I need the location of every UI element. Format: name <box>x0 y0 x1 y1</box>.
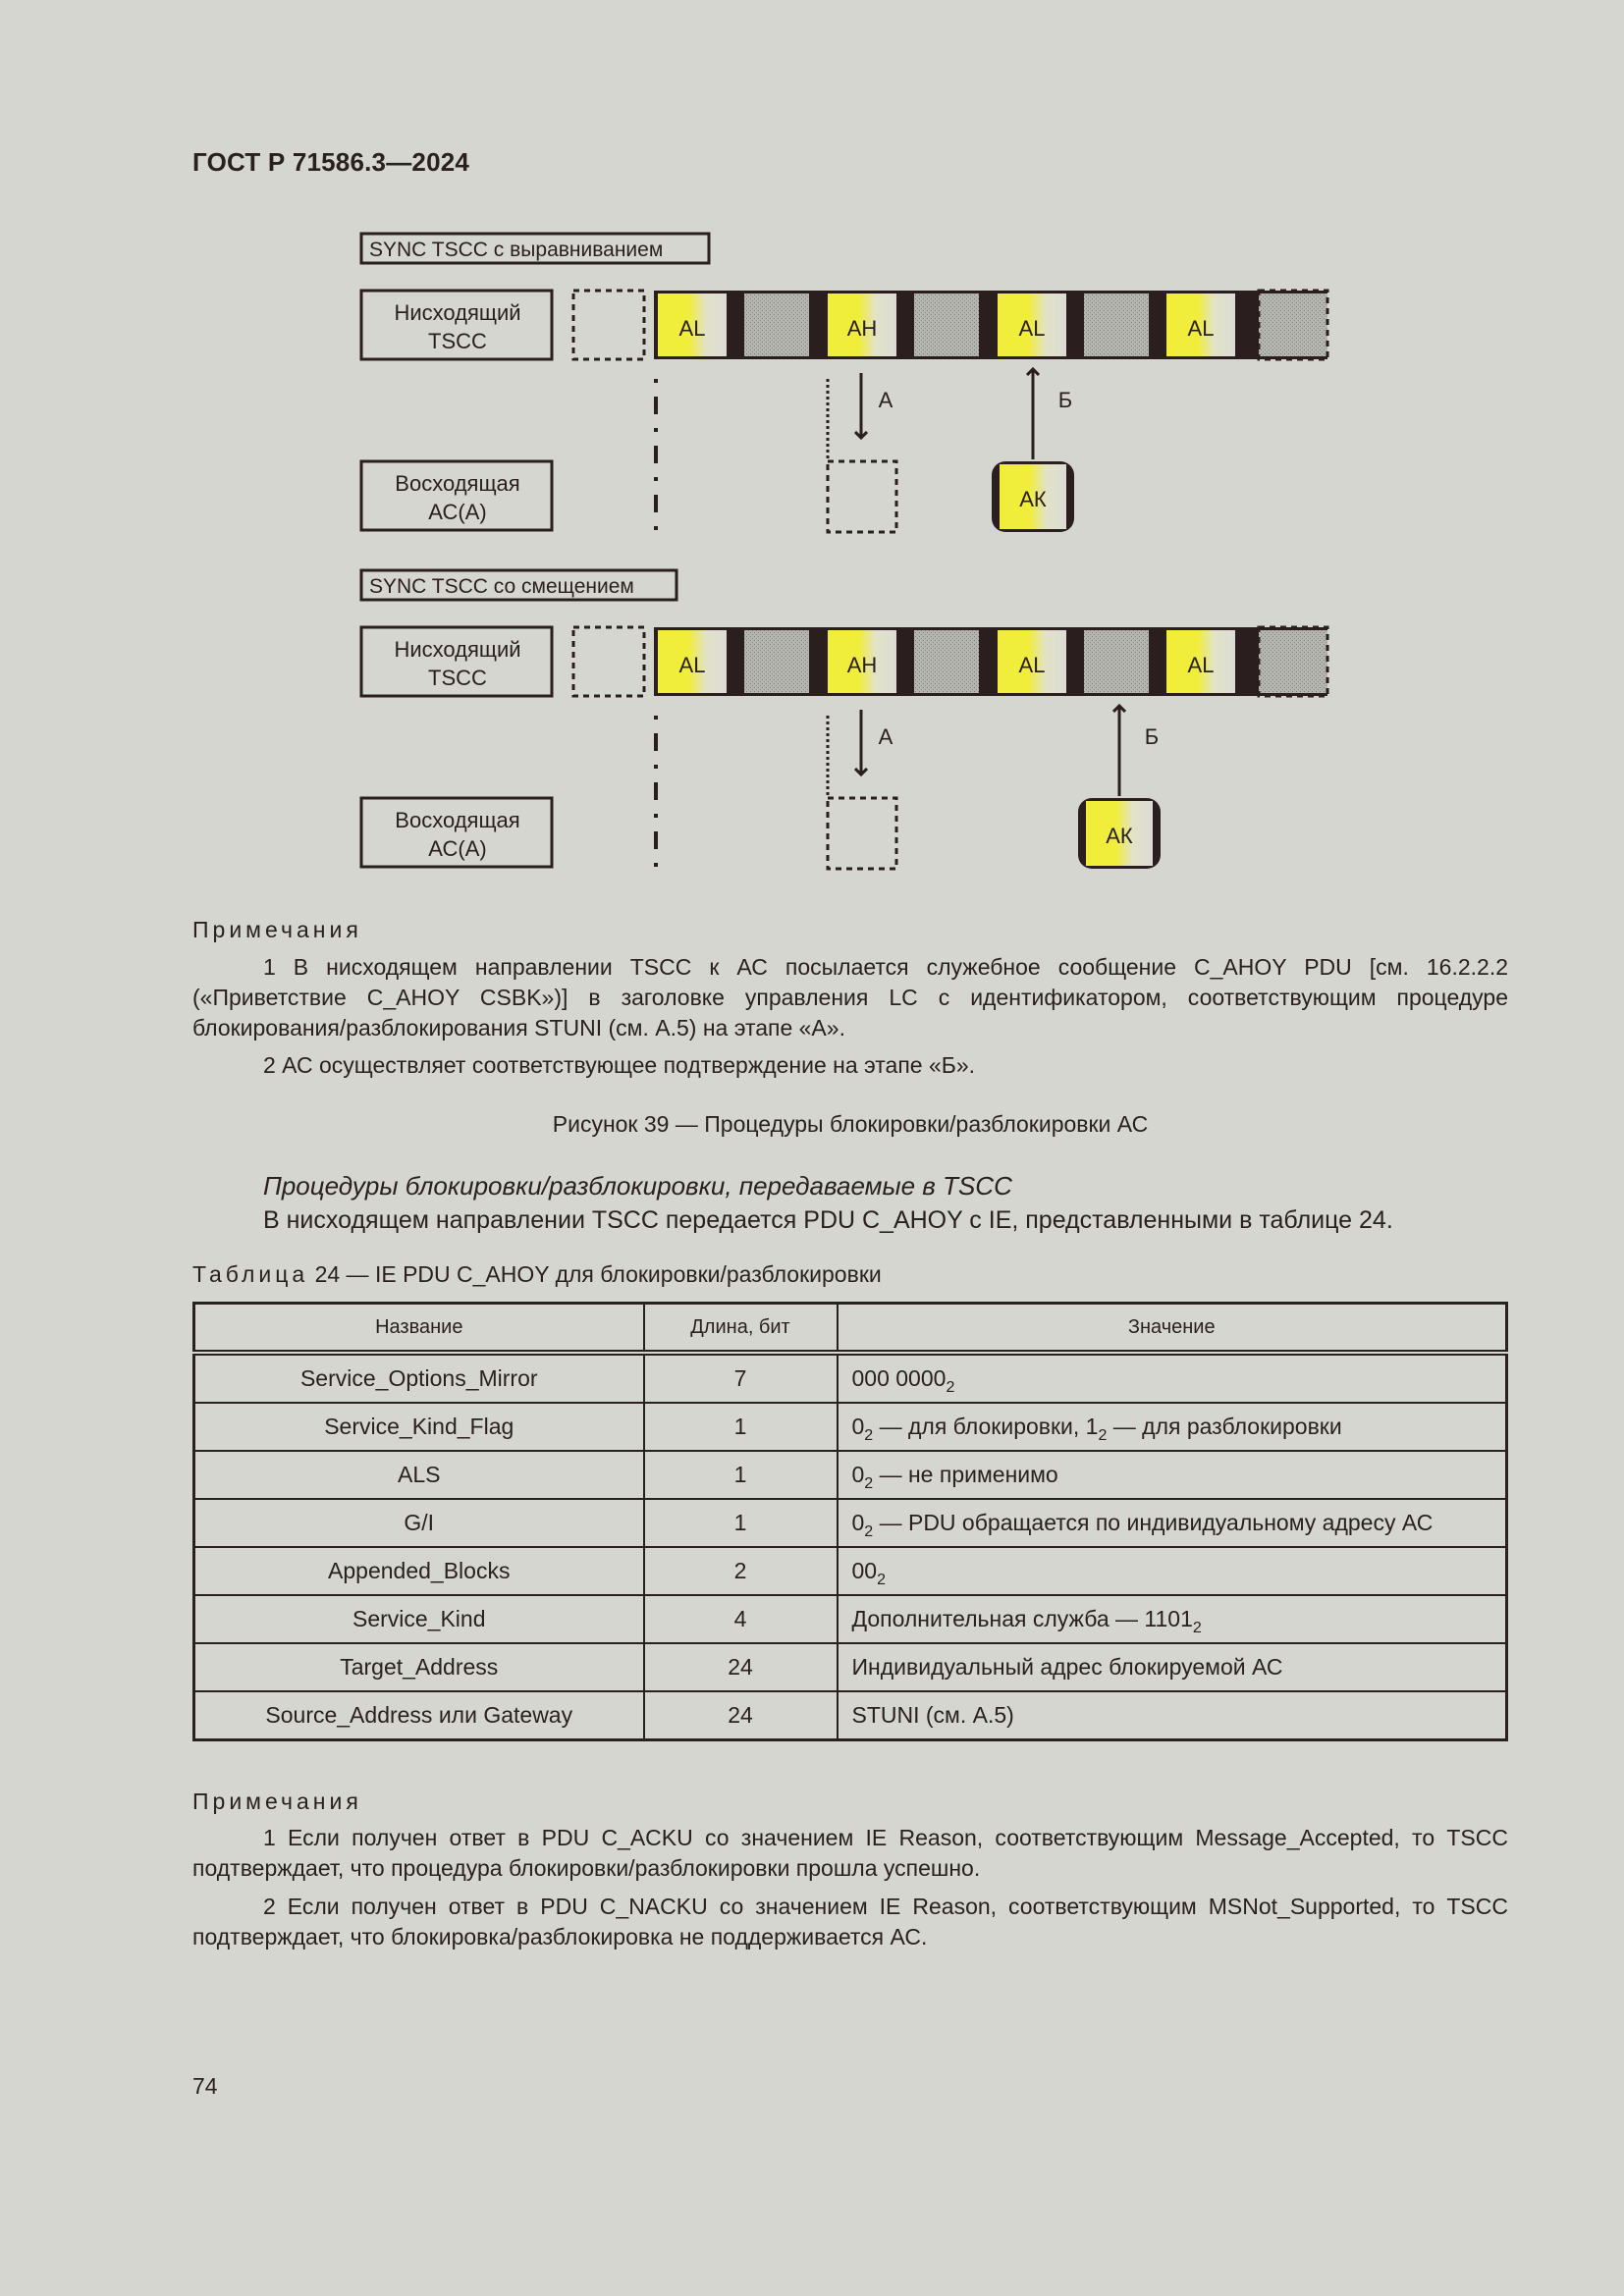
idle-slot <box>1084 630 1149 693</box>
slot-label: AL <box>1187 316 1215 341</box>
cell-name: Target_Address <box>194 1643 644 1691</box>
col-header-length: Длина, бит <box>644 1304 838 1354</box>
uplink-label: Восходящая <box>395 808 520 832</box>
idle-slot <box>744 294 809 356</box>
cell-length: 4 <box>644 1595 838 1643</box>
downlink-label: Нисходящий <box>394 300 521 325</box>
table-row <box>194 1595 1507 1643</box>
cell-length: 7 <box>644 1353 838 1403</box>
cell-name: G/I <box>194 1499 644 1547</box>
downlink-label: Нисходящий <box>394 637 521 662</box>
figure-caption: Рисунок 39 — Процедуры блокировки/разблокировки АС <box>552 1111 1149 1137</box>
uplink-label: Восходящая <box>395 471 520 496</box>
table-caption-text: 24 — IE PDU C_AHOY для блокировки/разблокировки <box>314 1261 882 1287</box>
cell-name: Source_Address или Gateway <box>194 1691 644 1740</box>
cell-length: 1 <box>644 1403 838 1451</box>
slot-label: AL <box>1018 316 1046 341</box>
timing-diagram <box>0 0 1624 903</box>
subheading: Процедуры блокировки/разблокировки, передаваемые в TSCC <box>263 1171 1012 1201</box>
cell-value: Дополнительная служба — $1101_2$ <box>838 1595 1507 1643</box>
empty-slot <box>573 291 644 359</box>
col-header-name: Название <box>194 1304 644 1354</box>
arrow-b-label: Б <box>1144 724 1160 749</box>
idle-slot <box>914 294 979 356</box>
uplink-label: АС(А) <box>428 836 487 861</box>
slot-label: AH <box>846 653 878 677</box>
cell-length: 1 <box>644 1499 838 1547</box>
cell-name: Service_Kind_Flag <box>194 1403 644 1451</box>
slot-label: AL <box>678 316 706 341</box>
idle-slot <box>1259 294 1327 356</box>
notes2-item-2: 2 Если получен ответ в PDU C_NACKU со значением IE Reason, соответствующим MSNot_Supported, то TSCC подтверждает, что блокировка/разблокировка не поддерживается АС. <box>192 1894 1508 1949</box>
cell-value: $00_2$ <box>838 1547 1507 1595</box>
slot-label: AH <box>846 316 878 341</box>
section-title: SYNC TSCC с выравниванием <box>369 239 664 261</box>
arrow-a-label: А <box>878 724 893 749</box>
slot-label: AL <box>1018 653 1046 677</box>
cell-value: $0_2$ — PDU обращается по индивидуальному адресу АС <box>838 1499 1507 1547</box>
ie-table <box>192 1302 1508 1741</box>
page-number: 74 <box>192 2073 218 2099</box>
table-row <box>194 1403 1507 1451</box>
slot-label: AL <box>1187 653 1215 677</box>
table-caption-prefix: Таблица <box>192 1261 309 1287</box>
cell-name: Service_Options_Mirror <box>194 1353 644 1403</box>
empty-uplink-slot <box>828 461 896 532</box>
cell-length: 1 <box>644 1451 838 1499</box>
document-header: ГОСТ Р 71586.3—2024 <box>192 147 470 177</box>
cell-value: 000 $0000_2$ <box>838 1353 1507 1403</box>
table-header-row <box>194 1304 1507 1354</box>
uplink-label: АС(А) <box>428 500 487 524</box>
cell-value: $0_2$ — не применимо <box>838 1451 1507 1499</box>
idle-slot <box>744 630 809 693</box>
cell-value: Индивидуальный адрес блокируемой АС <box>838 1643 1507 1691</box>
cell-length: 24 <box>644 1643 838 1691</box>
table-row <box>194 1547 1507 1595</box>
cell-name: Service_Kind <box>194 1595 644 1643</box>
cell-value: $0_2$ — для блокировки, $1_2$ — для разблокировки <box>838 1403 1507 1451</box>
downlink-label: TSCC <box>428 329 487 353</box>
notes1-item-2: 2 АС осуществляет соответствующее подтверждение на этапе «Б». <box>263 1052 976 1078</box>
cell-name: ALS <box>194 1451 644 1499</box>
section-title: SYNC TSCC со смещением <box>369 575 634 598</box>
empty-uplink-slot <box>828 798 896 869</box>
idle-slot <box>914 630 979 693</box>
notes2-item-1: 1 Если получен ответ в PDU C_ACKU со значением IE Reason, соответствующим Message_Accepted, то TSCC подтверждает, что процедура блокировки/разблокировки прошла успешно. <box>192 1825 1508 1881</box>
ack-label: АК <box>1106 824 1133 848</box>
table-row <box>194 1691 1507 1740</box>
empty-slot <box>573 627 644 696</box>
notes1-title: Примечания <box>192 917 362 942</box>
table-caption <box>192 1259 1508 1290</box>
col-header-value: Значение <box>838 1304 1507 1354</box>
notes1-item-1: 1 В нисходящем направлении TSCC к АС посылается служебное сообщение C_AHOY PDU [см. 16.2.2.2 («Приветствие C_AHOY CSBK»)] в заголовке управления LC с идентификатором, соответствующим процедуре блокирования/разблокирования STUNI (см. А.5) на этапе «А». <box>192 954 1508 1041</box>
cell-length: 2 <box>644 1547 838 1595</box>
cell-value: STUNI (см. А.5) <box>838 1691 1507 1740</box>
table-row <box>194 1499 1507 1547</box>
cell-name: Appended_Blocks <box>194 1547 644 1595</box>
notes2-title: Примечания <box>192 1789 362 1814</box>
table-row <box>194 1353 1507 1403</box>
table-row <box>194 1643 1507 1691</box>
idle-slot <box>1084 294 1149 356</box>
arrow-b-label: Б <box>1057 388 1073 412</box>
downlink-label: TSCC <box>428 666 487 690</box>
cell-length: 24 <box>644 1691 838 1740</box>
intro-paragraph: В нисходящем направлении TSCC передается PDU C_AHOY с IE, представленными в таблице 24. <box>263 1206 1393 1234</box>
idle-slot <box>1259 630 1327 693</box>
table-row <box>194 1451 1507 1499</box>
ack-label: АК <box>1019 487 1047 511</box>
slot-label: AL <box>678 653 706 677</box>
arrow-a-label: А <box>878 388 893 412</box>
